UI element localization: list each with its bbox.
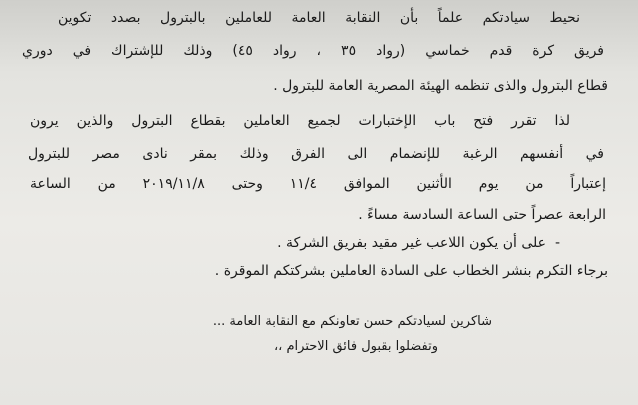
condition-text: على أن يكون اللاعب غير مقيد بفريق الشركة . <box>277 235 547 251</box>
paragraph2-line3: إعتباراً من يوم الأثنين الموافق ١١/٤ وحتى ٢٠١٩/١١/٨ من الساعة <box>30 176 606 192</box>
bullet-dash: - <box>554 235 560 251</box>
paragraph2-line1: لذا تقرر فتح باب الإختبارات لجميع العاملين بقطاع البترول والذين يرون <box>30 113 570 129</box>
request-line: برجاء التكرم بنشر الخطاب على السادة العاملين بشركتكم الموقرة . <box>214 263 608 279</box>
paragraph2-line2: في أنفسهم الرغبة للإنضمام الى الفرق وذلك بمقر نادى مصر للبترول <box>28 146 604 162</box>
paragraph1-line3: قطاع البترول والذى تنظمه الهيئة المصرية العامة للبترول . <box>273 78 608 94</box>
closing-line1: شاكرين لسيادتكم حسن تعاونكم مع النقابة العامة ... <box>212 314 492 329</box>
paragraph2-line4: الرابعة عصراً حتى الساعة السادسة مساءً . <box>358 207 606 223</box>
paragraph1-line1: نحيط سيادتكم علماً بأن النقابة العامة للعاملين بالبترول بصدد تكوين <box>58 10 580 26</box>
condition-bullet <box>277 234 560 252</box>
closing-line2: وتفضلوا بقبول فائق الاحترام ،، <box>273 339 438 354</box>
paragraph1-line2: فريق كرة قدم خماسي (رواد ٣٥ ، رواد ٤٥) وذلك للإشتراك في دوري <box>22 43 605 59</box>
